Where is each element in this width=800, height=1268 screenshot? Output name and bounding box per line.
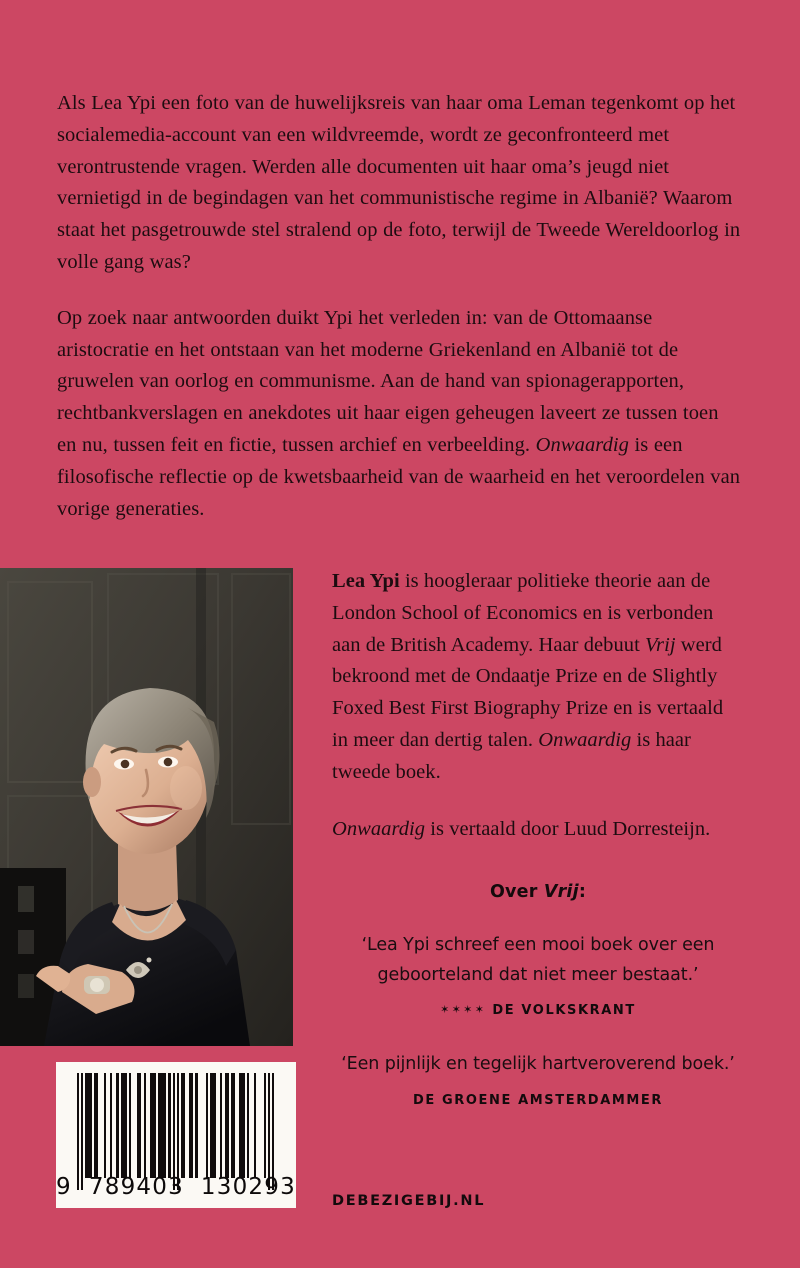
translator-text: is vertaald door Luud Dorresteijn. bbox=[425, 817, 711, 840]
publisher-website[interactable]: DEBEZIGEBIJ.NL bbox=[332, 1193, 486, 1209]
reviews-heading-suffix: : bbox=[578, 882, 587, 902]
blurb-paragraph-2-part-1: Op zoek naar antwoorden duikt Ypi het verleden in: van de Ottomaanse aristocratie en het ontstaan van het moderne Griekenland en Albanië tot de gruwelen van oorlog en communisme. Aan de hand van spionagerapporten, rechtbankverslagen en anekdotes uit haar eigen geheugen laveert ze tussen toen en nu, tussen feit en fictie, tussen archief en verbeelding. bbox=[57, 306, 719, 456]
book-title-onwaardig-translator: Onwaardig bbox=[332, 817, 426, 840]
review-source-2 bbox=[332, 1093, 744, 1108]
barcode-graphic bbox=[56, 1062, 296, 1208]
author-bio-paragraph bbox=[332, 566, 744, 789]
barcode-bars bbox=[77, 1073, 275, 1178]
bio-text-2: werd bekroond met de Ondaatje Prize en de Slightly Foxed Best First Biography Prize en is vertaald in meer dan dertig talen. bbox=[332, 633, 724, 751]
blurb-paragraph-2-part-2: is een filosofische reflectie op de kwetsbaarheid van de waarheid en het veroordelen van vorige generaties. bbox=[57, 433, 741, 520]
review-quote-2: ‘Een pijnlijk en tegelijk hartveroverend boek.’ bbox=[341, 1054, 735, 1074]
author-bio-section bbox=[332, 566, 744, 870]
book-title-onwaardig-bio: Onwaardig bbox=[538, 728, 632, 751]
reviews-heading-prefix: Over bbox=[489, 882, 544, 902]
translator-paragraph bbox=[332, 814, 744, 846]
book-title-vrij: Vrij bbox=[645, 633, 676, 656]
reviews-heading-title: Vrij bbox=[543, 882, 579, 902]
blurb-section bbox=[57, 88, 743, 549]
author-portrait-photo bbox=[0, 568, 293, 1046]
review-source-name-1: DE VOLKSKRANT bbox=[492, 1003, 636, 1018]
blurb-paragraph-2 bbox=[57, 303, 743, 526]
barcode-digits: 9 789403 130293 bbox=[56, 1174, 296, 1200]
barcode bbox=[56, 1062, 296, 1208]
bio-text-3: is haar tweede boek. bbox=[332, 728, 691, 783]
blurb-paragraph-1: Als Lea Ypi een foto van de huwelijksreis van haar oma Leman tegenkomt op het socialemedia-account van een wildvreemde, wordt ze geconfronteerd met verontrustende vragen. Werden alle documenten uit haar oma’s jeugd niet vernietigd in de begindagen van het communistische regime in Albanië? Waarom staat het pasgetrouwde stel stralend op de foto, terwijl de Tweede Wereldoorlog in volle gang was? bbox=[57, 92, 741, 273]
star-rating-icon: ✶✶✶✶ bbox=[440, 1003, 487, 1016]
author-portrait-image bbox=[0, 568, 293, 1046]
author-name: Lea Ypi bbox=[332, 570, 400, 592]
bio-text-1: is hoogleraar politieke theorie aan de London School of Economics en is verbonden aan de British Academy. Haar debuut bbox=[332, 570, 714, 656]
review-source-1 bbox=[332, 1003, 744, 1018]
review-quote-1: ‘Lea Ypi schreef een mooi boek over een geboorteland dat niet meer bestaat.’ bbox=[361, 935, 715, 985]
reviews-section bbox=[332, 882, 744, 1108]
reviews-heading bbox=[332, 882, 744, 902]
book-title-onwaardig: Onwaardig bbox=[535, 433, 630, 456]
review-source-name-2: DE GROENE AMSTERDAMMER bbox=[412, 1093, 664, 1108]
